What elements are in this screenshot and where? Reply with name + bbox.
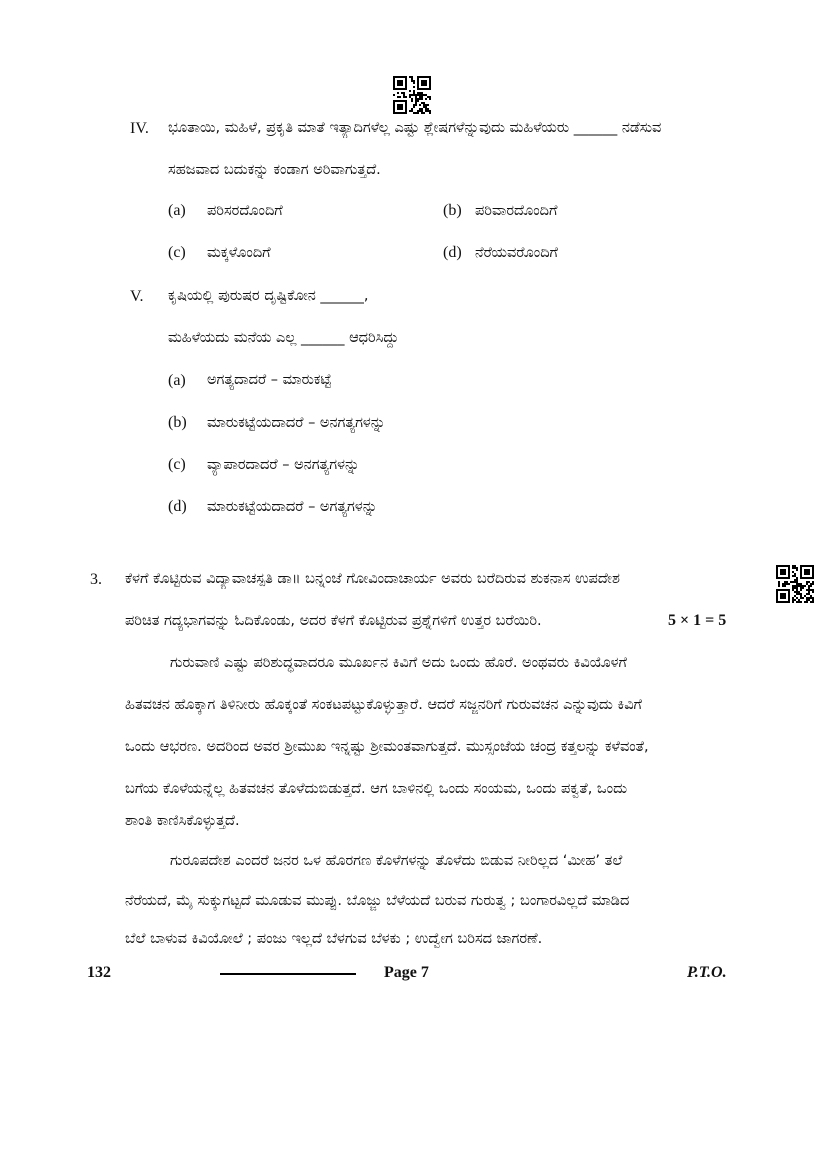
qr-module [427,104,429,106]
qr-module [810,585,812,587]
qr-module [784,585,786,587]
question-iv-label: IV. [130,120,149,137]
option-key: (b) [168,414,187,431]
qr-module [800,589,802,591]
qr-module [401,108,403,110]
paper-code: 132 [87,964,111,981]
option-key: (c) [168,456,186,473]
qr-module [413,86,415,88]
option-key: (b) [443,202,462,219]
option-text: ಪರಿಸರದೊಂದಿಗೆ [207,203,283,219]
option-key: (a) [168,202,186,219]
passage-line: ಬೆಲೆ ಬಾಳುವ ಕಿವಿಯೋಲೆ ; ಪಂಜು ಇಲ್ಲದೆ ಬೆಳಗುವ ಬೆಳಕು ; ಉದ್ವೇಗ ಬರಿಸದ ಜಾಗರಣೆ. [125,931,543,947]
qr-module [808,573,810,575]
qr-module [812,583,814,585]
passage-line: ಶಾಂತಿ ಕಾಣಿಸಿಕೊಳ್ಳುತ್ತದೆ. [125,813,240,829]
question-iv-line2: ಸಹಜವಾದ ಬದುಕನ್ನು ಕಂಡಾಗ ಅರಿವಾಗುತ್ತದೆ. [168,162,381,178]
qr-module [788,577,790,579]
qr-module [802,587,804,589]
option-text: ಪರಿವಾರದೊಂದಿಗೆ [475,203,558,219]
passage-line: ಹಿತವಚನ ಹೊಕ್ಕಾಗ ತಿಳಿನೀರು ಹೊಕ್ಕಂತೆ ಸಂಕಟಪಟ್ಟುಕೊಳ್ಳುತ್ತಾರೆ. ಆದರೆ ಸಜ್ಜನರಿಗೆ ಗುರುವಚನ ಎನ್ನುವುದು ಕಿವಿಗೆ [125,697,642,713]
option-text: ವ್ಯಾಪಾರದಾದರೆ – ಅನಗತ್ಯಗಳನ್ನು [207,457,360,473]
option-key: (d) [168,498,187,515]
qr-module [796,569,798,571]
question-3-number: 3. [90,571,102,588]
qr-module [792,601,794,603]
qr-module [802,597,804,599]
qr-module [405,96,407,98]
question-3-instruction-line1: ಕೆಳಗೆ ಕೊಟ್ಟಿರುವ ವಿದ್ಯಾವಾಚಸ್ಪತಿ ಡಾ॥ ಬನ್ನಂಜೆ ಗೋವಿಂದಾಚಾರ್ಯ ಅವರು ಬರೆದಿರುವ ಶುಕನಾಸ ಉಪದೇಶ [125,571,620,587]
option-key: (a) [168,372,186,389]
question-3-instruction-line2: ಪರಿಚಿತ ಗದ್ಯಭಾಗವನ್ನು ಓದಿಕೊಂಡು, ಅದರ ಕೆಳಗೆ ಕೊಟ್ಟಿರುವ ಪ್ರಶ್ನೆಗಳಿಗೆ ಉತ್ತರ ಬರೆಯಿರಿ. [125,613,542,629]
qr-module [425,98,427,100]
qr-code-top [393,76,431,114]
passage-line: ಬಗೆಯ ಕೊಳೆಯನ್ನೆಲ್ಲ ಹಿತವಚನ ತೊಳೆದುಬಿಡುತ್ತದೆ. ಆಗ ಬಾಳಿನಲ್ಲಿ ಒಂದು ಸಂಯಮ, ಒಂದು ಪಕ್ವತೆ, ಒಂದು [125,781,628,797]
qr-module [415,104,417,106]
question-iv-line1: ಭೂತಾಯಿ, ಮಹಿಳೆ, ಪ್ರಕೃತಿ ಮಾತೆ ಇತ್ಯಾದಿಗಳೆಲ್ಲ ಎಷ್ಟು ಶ್ಲೇಷಗಳೆನ್ನುವುದು ಮಹಿಳೆಯರು ______ ನಡೆಸುವ [168,120,662,136]
question-v-line2: ಮಹಿಳೆಯದು ಮನೆಯ ಎಲ್ಲ ______ ಆಧರಿಸಿದ್ದು [168,330,399,346]
qr-code-side [776,565,814,603]
qr-module [405,112,407,114]
footer-divider [220,973,356,975]
qr-module [429,112,431,114]
qr-module [778,585,780,587]
qr-module [401,84,403,86]
qr-module [421,98,423,100]
option-text: ಮಾರುಕಟ್ಟೆಯದಾದರೆ – ಅನಗತ್ಯಗಳನ್ನು [207,415,386,431]
option-text: ಅಗತ್ಯದಾದರೆ – ಮಾರುಕಟ್ಟೆ [207,372,332,388]
qr-module [419,104,421,106]
qr-module [784,597,786,599]
passage-line: ನೆರೆಯದೆ, ಮೈ ಸುಕ್ಕುಗಟ್ಟದೆ ಮೂಡುವ ಮುಪ್ಪು. ಬೊಜ್ಜು ಬೆಳೆಯದೆ ಬರುವ ಗುರುತ್ವ ; ಬಂಗಾರವಿಲ್ಲದೆ ಮಾಡಿದ [125,893,630,909]
passage-line: ಗುರುವಾಣಿ ಎಷ್ಟು ಪರಿಶುದ್ಧವಾದರೂ ಮೂರ್ಖನ ಕಿವಿಗೆ ಅದು ಒಂದು ಹೊರೆ. ಅಂಥವರು ಕಿವಿಯೊಳಗೆ [170,655,627,671]
qr-module [800,601,802,603]
qr-module [812,601,814,603]
qr-module [788,583,790,585]
option-text: ನೆರೆಯವರೊಂದಿಗೆ [475,245,558,261]
question-3-marks: 5 × 1 = 5 [668,612,727,629]
qr-module [397,92,399,94]
qr-module [429,98,431,100]
qr-module [429,88,431,90]
qr-module [417,112,419,114]
option-key: (d) [443,244,462,261]
question-v-line1: ಕೃಷಿಯಲ್ಲಿ ಪುರುಷರ ದೃಷ್ಟಿಕೋನ ______, [168,288,369,304]
qr-module [784,573,786,575]
option-text: ಮಕ್ಕಳೊಂದಿಗೆ [207,245,271,261]
qr-module [409,90,411,92]
passage-line: ಒಂದು ಆಭರಣ. ಅದರಿಂದ ಅವರ ಶ್ರೀಮುಖ ಇನ್ನಷ್ಟು ಶ್ರೀಮಂತವಾಗುತ್ತದೆ. ಮುಸ್ಸಂಜೆಯ ಚಂದ್ರ ಕತ್ತಲನ್ನು ಕಳೆವಂತೆ, [125,739,649,755]
qr-module [812,577,814,579]
qr-module [812,591,814,593]
option-key: (c) [168,244,186,261]
page-number: Page 7 [384,964,429,981]
option-text: ಮಾರುಕಟ್ಟೆಯದಾದರೆ – ಅಗತ್ಯಗಳನ್ನು [207,499,378,515]
qr-module [806,601,808,603]
qr-module [425,84,427,86]
qr-module [417,100,419,102]
qr-module [399,96,401,98]
qr-module [804,585,806,587]
qr-module [423,112,425,114]
qr-module [413,82,415,84]
question-v-label: V. [130,288,144,305]
qr-module [788,601,790,603]
passage-line: ಗುರೂಪದೇಶ ಎಂದರೆ ಜನರ ಒಳ ಹೊರಗಣ ಕೊಳೆಗಳನ್ನು ತೊಳೆದು ಬಿಡುವ ನೀರಿಲ್ಲದ ‘ಮೀಹ’ ತಲೆ [170,853,623,869]
qr-module [411,100,413,102]
qr-module [405,88,407,90]
pto-label: P.T.O. [687,964,727,981]
qr-module [413,106,415,108]
qr-module [393,94,395,96]
